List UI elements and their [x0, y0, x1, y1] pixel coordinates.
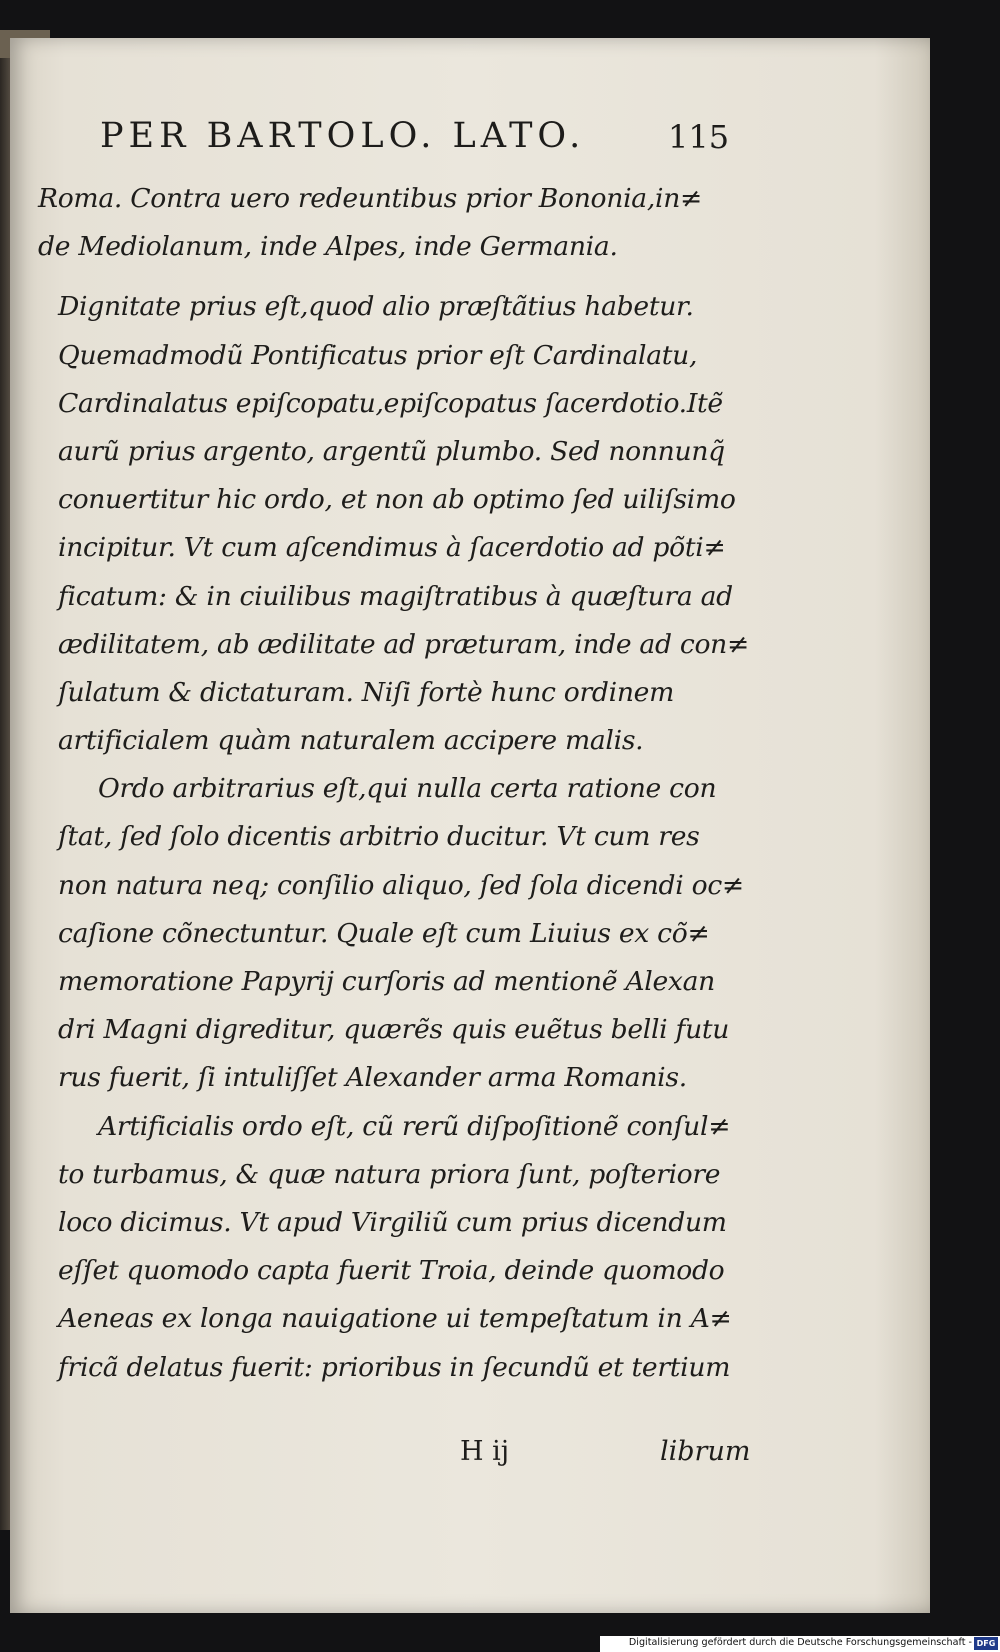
- text-line: ædilitatem, ab ædilitate ad præturam, inde ad con≠: [58, 628, 749, 660]
- text-line: Artificialis ordo eſt, cũ rerũ diſpoſitionẽ conſul≠: [98, 1110, 731, 1142]
- text-line: Aeneas ex longa nauigatione ui tempeſtatum in A≠: [58, 1303, 732, 1335]
- funding-credit: Digitalisierung gefördert durch die Deutsche Forschungsgemeinschaft -: [628, 1637, 972, 1648]
- text-line: aurũ prius argento, argentũ plumbo. Sed nonnunq̃: [58, 435, 725, 467]
- text-line: Ordo arbitrarius eſt,qui nulla certa ratione con: [98, 773, 717, 805]
- text-line: Roma. Contra uero redeuntibus prior Bononia,in≠: [38, 183, 703, 214]
- text-line: ſulatum & dictaturam. Niſi fortè hunc ordinem: [58, 676, 674, 708]
- page-number: 115: [668, 118, 730, 156]
- catchword-line: [10, 1428, 930, 1488]
- text-line: rus fuerit, ſi intuliſſet Alexander arma Romanis.: [58, 1062, 687, 1094]
- text-line: Cardinalatus epiſcopatu,epiſcopatus ſacerdotio.Itẽ: [58, 387, 723, 419]
- text-line: ficatum: & in ciuilibus magiſtratibus à quæſtura ad: [58, 580, 733, 612]
- running-head: [10, 116, 930, 176]
- text-line: memoratione Papyrij curſoris ad mentionẽ Alexan: [58, 966, 715, 997]
- text-line: incipitur. Vt cum aſcendimus à ſacerdotio ad põti≠: [58, 532, 726, 564]
- text-line: conuertitur hic ordo, et non ab optimo ſed uiliſsimo: [58, 484, 736, 516]
- text-line: loco dicimus. Vt apud Virgiliũ cum prius dicendum: [58, 1206, 727, 1238]
- running-head-title: PER BARTOLO. LATO.: [100, 116, 586, 156]
- text-line: fricã delatus fuerit: prioribus in ſecundũ et tertium: [58, 1351, 731, 1383]
- catchword: librum: [660, 1436, 751, 1467]
- body-text: [38, 175, 758, 1392]
- text-line: dri Magni digreditur, quærẽs quis euẽtus belli futu: [58, 1014, 730, 1046]
- text-line: Quemadmodũ Pontificatus prior eſt Cardinalatu,: [58, 339, 698, 371]
- text-line: caſione cõnectuntur. Quale eſt cum Liuius ex cõ≠: [58, 917, 710, 949]
- book-page: [10, 38, 930, 1613]
- dfg-logo: DFG: [974, 1637, 998, 1650]
- text-line: to turbamus, & quæ natura priora ſunt, poſteriore: [58, 1158, 721, 1190]
- digitization-footer: [600, 1636, 1000, 1652]
- text-line: de Mediolanum, inde Alpes, inde Germania.: [38, 231, 618, 263]
- text-line: non natura neq; conſilio aliquo, ſed ſola dicendi oc≠: [58, 869, 744, 901]
- text-line: ſtat, ſed ſolo dicentis arbitrio ducitur. Vt cum res: [58, 821, 700, 853]
- signature-mark: H ij: [460, 1436, 510, 1467]
- text-line: Dignitate prius eſt,quod alio præſtãtius habetur.: [58, 291, 694, 323]
- text-line: artificialem quàm naturalem accipere malis.: [58, 725, 644, 757]
- text-line: eſſet quomodo capta fuerit Troia, deinde quomodo: [58, 1255, 725, 1287]
